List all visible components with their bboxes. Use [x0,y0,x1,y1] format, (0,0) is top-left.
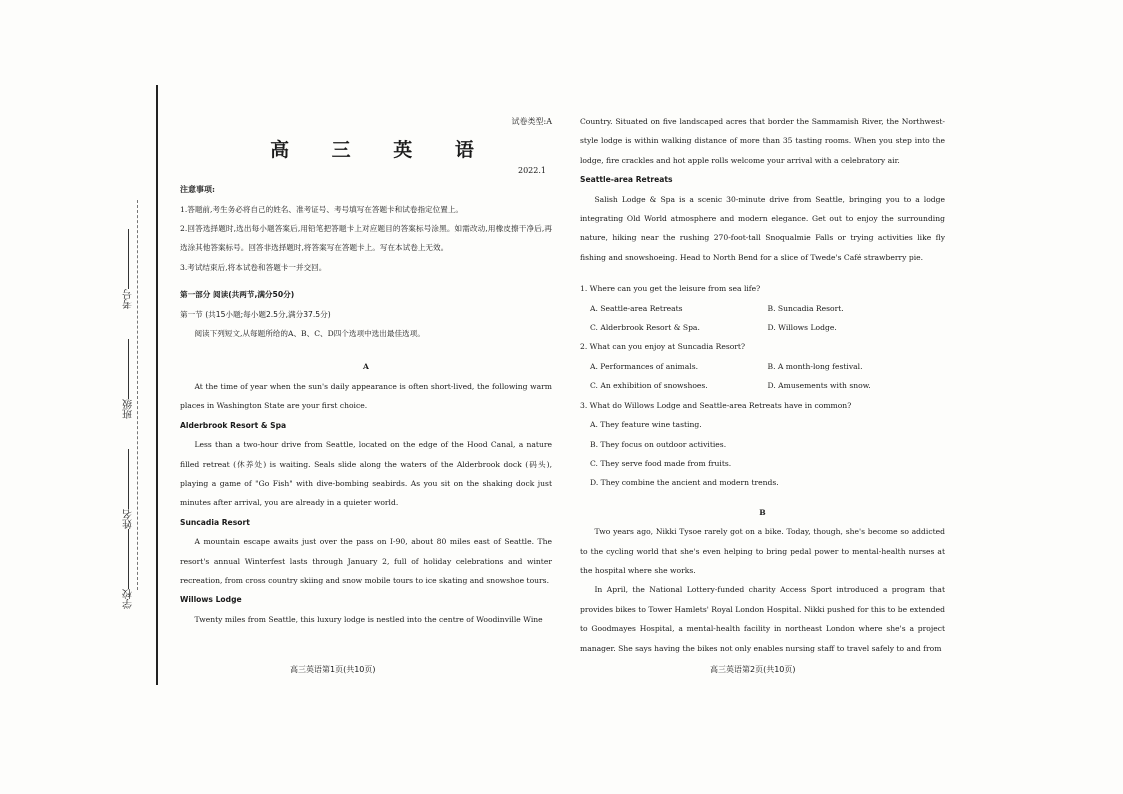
passage-b-p2: In April, the National Lottery-funded charity Access Sport introduced a program that provides bikes to Tower Hamlets' Royal London Hospital. Nikki pushed for this to be extended to Goodmayes Hospital, a mental-health facility in northeast London where she's a project manager. She says having the bikes not only enables nursing staff to travel safely to and from [580,585,945,653]
exam-title: 高 三 英 语 [270,139,492,162]
exam-date: 2022.1 [518,165,546,175]
passage-b-p1: Two years ago, Nikki Tysoe rarely got on a bike. Today, though, she's become so addicted to the cycling world that she's even helping to bring pedal power to mental-health nurses at the hospital where she works. [580,527,945,575]
option: A. Performances of animals. [590,361,699,371]
question-stem: 1. Where can you get the leisure from sea life? [580,284,761,294]
subhead-suncadia: Suncadia Resort [180,517,250,527]
name-line [129,449,130,509]
paper-type: 试卷类型:A [511,117,552,126]
option: D. Willows Lodge. [767,323,837,333]
notice-item: 3.考试结束后,将本试卷和答题卡一并交回。 [180,262,327,272]
notice-item: 2.回答选择题时,选出每小题答案后,用铅笔把答题卡上对应题目的答案标号涂黑。如需改动,用橡皮擦干净后,再选涂其他答案标号。回答非选择题时,将答案写在答题卡上。写在本试卷上无效。 [180,224,552,253]
option: B. A month-long festival. [767,361,863,371]
section-instruction: 阅读下列短文,从每题所给的A、B、C、D四个选项中选出最佳选项。 [194,329,425,339]
page-2 [580,112,945,658]
suncadia-text: A mountain escape awaits just over the pass on I-90, about 80 miles east of Seattle. The resort's annual Winterfest lasts through January 2, full of holiday celebrations and winter recreation, from cross country skiing and snow mobile tours to ice skating and snowshoe tours. [180,537,552,585]
passage-a-intro: At the time of year when the sun's daily appearance is often short-lived, the following warm places in Washington State are your first choice. [180,381,552,411]
notice-heading: 注意事项: [180,184,215,195]
willows-text-start: Twenty miles from Seattle, this luxury lodge is nestled into the centre of Woodinville Wine [194,614,543,624]
alderbrook-text: Less than a two-hour drive from Seattle, located on the edge of the Hood Canal, a nature filled retreat (休养处) is waiting. Seals slide along the waters of the Alderbrook dock (码头), playing a game of "Go Fish" with dive-bombing seabirds. As you sit on the shaking dock just minutes after arrival, you are already in a quieter world. [180,440,552,508]
page-1-footer: 高三英语第1页(共10页) [290,665,376,674]
class-label: 班级 [123,399,135,419]
question-block [580,279,945,492]
class-line [129,339,130,399]
subhead-seattle: Seattle-area Retreats [580,175,673,185]
school-label: 学校 [123,589,135,609]
school-line [129,529,130,589]
option: D. Amusements with snow. [767,381,871,391]
question-options [580,299,945,338]
margin-rule [156,85,158,685]
option: A. They feature wine tasting. [590,420,702,430]
option: B. Suncadia Resort. [767,303,844,313]
seattle-text: Salish Lodge & Spa is a scenic 30-minute drive from Seattle, bringing you to a lodge integrating Old World atmosphere and modern elegance. Get out to enjoy the surrounding nature, hiking near the rushing 270-foot-tall Snoqualmie Falls or trying activities like fly fishing and snowshoeing. Head to North Bend for a slice of Twede's Café strawberry pie. [580,194,945,262]
exam-number-line [129,229,130,289]
notice-item: 1.答题前,考生务必将自己的姓名、准考证号、考号填写在答题卡和试卷指定位置上。 [180,204,464,214]
seal-line [137,200,138,590]
exam-number-label: 考号 [123,289,135,309]
question-stem: 3. What do Willows Lodge and Seattle-area Retreats have in common? [580,400,852,410]
question-stem: 2. What can you enjoy at Suncadia Resort? [580,342,746,352]
option: C. Alderbrook Resort & Spa. [590,323,700,333]
option: B. They focus on outdoor activities. [590,439,727,449]
passage-b-letter: B [759,507,766,517]
option: D. They combine the ancient and modern trends. [590,478,779,488]
passage-a-letter: A [363,362,369,372]
option: A. Seattle-area Retreats [590,303,683,313]
option: C. An exhibition of snowshoes. [590,381,708,391]
page-1 [180,112,552,629]
name-label: 姓名 [123,509,135,529]
section-heading: 第一节 (共15小题;每小题2.5分,满分37.5分) [180,309,331,319]
question-options [580,415,945,493]
part-heading: 第一部分 阅读(共两节,满分50分) [180,290,295,300]
option: C. They serve food made from fruits. [590,458,732,468]
page-2-footer: 高三英语第2页(共10页) [710,665,796,674]
notice-section [180,180,552,277]
subhead-alderbrook: Alderbrook Resort & Spa [180,420,287,430]
willows-text-cont: Country. Situated on five landscaped acres that border the Sammamish River, the Northwest-style lodge is within walking distance of more than 35 tasting rooms. When you step into the lodge, fire crackles and hot apple rolls welcome your arrival with a celebratory air. [580,117,945,165]
subhead-willows: Willows Lodge [180,595,242,605]
question-options [580,357,945,396]
